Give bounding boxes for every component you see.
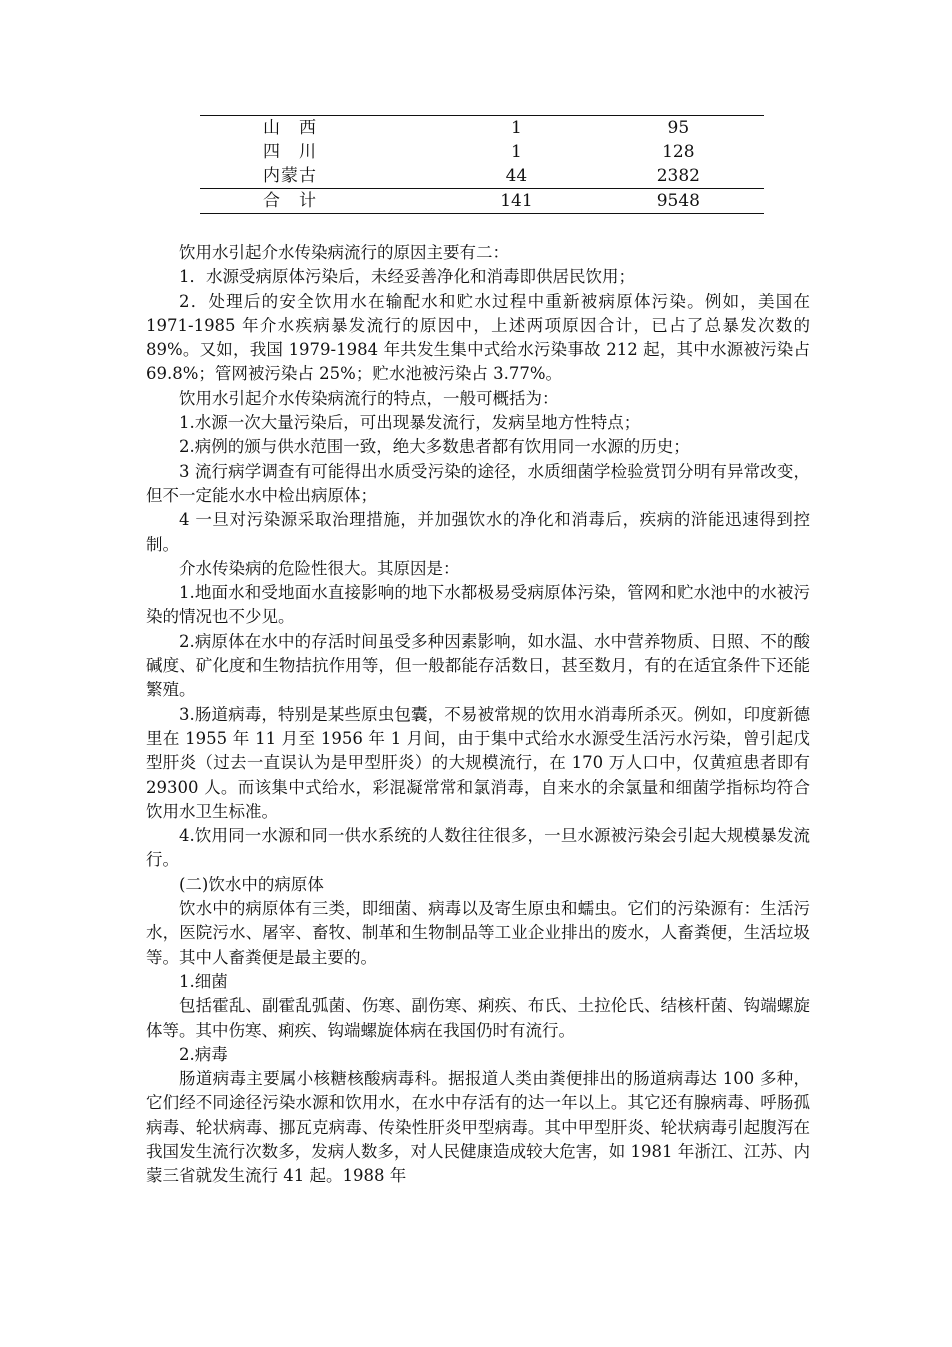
table-row — [200, 116, 764, 141]
subsection-heading: 2.病毒 — [179, 1044, 228, 1064]
table-cell-region: 山 西 — [200, 116, 440, 141]
table-cell-cases: 128 — [662, 142, 695, 162]
section-heading: (二)饮水中的病原体 — [179, 874, 324, 894]
table-total-cases: 9548 — [593, 189, 764, 214]
paragraph: 3 流行病学调查有可能得出水质受污染的途径，水质细菌学检验赏罚分明有异常改变，但不一定能水水中检出病原体； — [146, 461, 810, 505]
paragraph: 2.病例的颁与供水范围一致，绝大多数患者都有饮用同一水源的历史； — [179, 437, 690, 457]
table-cell-cases: 95 — [593, 116, 764, 141]
outbreak-table — [200, 115, 764, 214]
table-cell-region: 四 川 — [263, 142, 317, 162]
paragraph: 4 一旦对污染源采取治理措施，并加强饮水的净化和消毒后，疾病的浒能迅速得到控制。 — [146, 510, 810, 554]
paragraph: 饮水中的病原体有三类，即细菌、病毒以及寄生原虫和蠕虫。它们的污染源有：生活污水，医院污水、屠宰、畜牧、制革和生物制品等工业企业排出的废水，人畜粪便，生活垃圾等。其中人畜粪便是最主要的。 — [146, 899, 810, 967]
table-cell-cases: 2382 — [656, 166, 700, 186]
paragraph: 包括霍乱、副霍乱弧菌、伤寒、副伤寒、痢疾、布氏、土拉伦氏、结核杆菌、钩端螺旋体等。其中伤寒、痢疾、钩端螺旋体病在我国仍时有流行。 — [146, 996, 810, 1040]
table-cell-count: 1 — [511, 142, 522, 162]
paragraph: 1．水源受病原体污染后，未经妥善净化和消毒即供居民饮用； — [179, 267, 635, 287]
paragraph: 2.病原体在水中的存活时间虽受多种因素影响，如水温、水中营养物质、日照、不的酸碱度、矿化度和生物拮抗作用等，但一般都能存活数日，甚至数月，有的在适宜条件下还能繁殖。 — [146, 631, 810, 700]
table-total-row — [200, 189, 764, 214]
paragraph: 2．处理后的安全饮用水在输配水和贮水过程中重新被病原体污染。例如，美国在 1971-1985 年介水疾病暴发流行的原因中，上述两项原因合计，已占了总暴发次数的 89%。又如，我国 1979-1984 年共发生集中式给水污染事故 212 起，其中水源被污染占 69.8%；管网被污染占 25%；贮水池被污染占 3.77%。 — [146, 291, 810, 384]
table-cell-count: 1 — [440, 116, 593, 141]
paragraph: 3.肠道病毒，特别是某些原虫包囊，不易被常规的饮用水消毒所杀灭。例如，印度新德里在 1955 年 11 月至 1956 年 1 月间，由于集中式给水水源受生活污水污染，曾引起戊型肝炎（过去一直误认为是甲型肝炎）的大规模流行，在 170 万人口中，仅黄疸患者即有 29300 人。而该集中式给水，彩混凝常常和氯消毒，自来水的余氯量和细菌学指标均符合饮用水卫生标准。 — [146, 704, 810, 821]
table-row — [200, 164, 764, 189]
table-row — [200, 140, 764, 164]
table-total-label: 合 计 — [200, 189, 440, 214]
table-cell-count: 44 — [505, 166, 528, 186]
paragraph: 1.水源一次大量污染后，可出现暴发流行，发病呈地方性特点； — [179, 413, 641, 433]
paragraph: 肠道病毒主要属小核糖核酸病毒科。据报道人类由粪便排出的肠道病毒达 100 多种，它们经不同途径污染水源和饮用水，在水中存活有的达一年以上。其它还有腺病毒、呼肠孤病毒、轮状病毒、挪瓦克病毒、传染性肝炎甲型病毒。其中甲型肝炎、轮状病毒引起腹泻在我国发生流行次数多，发病人数多，对人民健康造成较大危害，如 1981 年浙江、江苏、内蒙三省就发生流行 41 起。1988 年 — [146, 1069, 810, 1186]
body-text — [146, 241, 810, 1189]
table-cell-region: 内蒙古 — [263, 166, 317, 186]
table-total-count: 141 — [440, 189, 593, 214]
paragraph: 饮用水引起介水传染病流行的原因主要有二： — [179, 243, 509, 262]
subsection-heading: 1.细菌 — [179, 971, 228, 991]
paragraph: 4.饮用同一水源和同一供水系统的人数往往很多，一旦水源被污染会引起大规模暴发流行。 — [146, 826, 810, 870]
paragraph: 饮用水引起介水传染病流行的特点，一般可概括为： — [179, 388, 559, 408]
paragraph: 介水传染病的危险性很大。其原因是： — [179, 558, 460, 578]
paragraph: 1.地面水和受地面水直接影响的地下水都极易受病原体污染，管网和贮水池中的水被污染的情况也不少见。 — [146, 583, 810, 627]
